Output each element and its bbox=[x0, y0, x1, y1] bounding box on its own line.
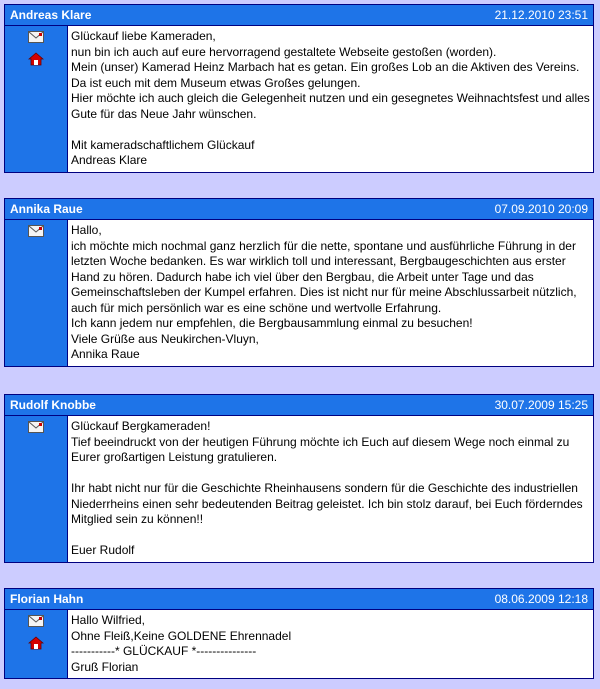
entry-sidebar bbox=[5, 220, 68, 366]
author-name: Rudolf Knobbe bbox=[10, 398, 96, 412]
entry-message: Hallo, ich möchte mich nochmal ganz herzlich für die nette, spontane und ausführliche Führung in der letzten Woche bedanken. Es war wirklich toll und interessant, Bergbaugeschichten aus erster Hand zu hören. Dadurch habe ich viel über den Bergbau, die Arbeit unter Tage und das Gemeinschaftsleben der Kumpel erfahren. Dies ist nicht nur für meine Abschlussarbeit nützlich, auch für mich persönlich war es eine schöne und wertvolle Erfahrung. Ich kann jedem nur empfehlen, die Bergbausammlung einmal zu besuchen! Viele Grüße aus Neukirchen-Vluyn, Annika Raue bbox=[71, 223, 577, 361]
entry-message: Glückauf Bergkameraden! Tief beeindruckt von der heutigen Führung möchte ich Euch auf diesem Wege noch einmal zu Eurer großartigen Leistung gratulieren. Ihr habt nicht nur für die Geschichte Rheinhausens sondern für die Geschichte des industriellen Niederrheins einen sehr bedeutenden Beitrag geleistet. Ich bin stolz darauf, bei Euch förderndes Mitglied sein zu können!! Euer Rudolf bbox=[71, 419, 583, 557]
guestbook-entry bbox=[4, 394, 594, 563]
email-icon[interactable] bbox=[28, 31, 44, 46]
entry-sidebar bbox=[5, 26, 68, 172]
author-name: Andreas Klare bbox=[10, 8, 92, 22]
entry-date: 08.06.2009 12:18 bbox=[494, 592, 588, 606]
entry-sidebar bbox=[5, 610, 68, 678]
entry-date: 21.12.2010 23:51 bbox=[494, 8, 588, 22]
email-icon[interactable] bbox=[28, 225, 44, 240]
email-icon[interactable] bbox=[28, 615, 44, 630]
entry-date: 30.07.2009 15:25 bbox=[494, 398, 588, 412]
entry-header bbox=[5, 589, 593, 610]
guestbook-entry bbox=[4, 4, 594, 173]
author-name: Annika Raue bbox=[10, 202, 83, 216]
author-name: Florian Hahn bbox=[10, 592, 84, 606]
entry-message: Hallo Wilfried, Ohne Fleiß,Keine GOLDENE Ehrennadel -----------* GLÜCKAUF *--------------- Gruß Florian bbox=[71, 613, 292, 674]
email-icon[interactable] bbox=[28, 421, 44, 436]
home-icon[interactable] bbox=[28, 52, 44, 69]
entry-sidebar bbox=[5, 416, 68, 562]
entry-message: Glückauf liebe Kameraden, nun bin ich auch auf eure hervorragend gestaltete Webseite gestoßen (worden). Mein (unser) Kamerad Heinz Marbach hat es getan. Ein großes Lob an die Aktiven des Vereins. Da ist euch mit dem Museum etwas Großes gelungen. Hier möchte ich auch gleich die Gelegenheit nutzen und ein gesegnetes Weihnachtsfest und alles Gute für das Neue Jahr wünschen. Mit kameradschaftlichem Glückauf Andreas Klare bbox=[71, 29, 590, 167]
entry-date: 07.09.2010 20:09 bbox=[494, 202, 588, 216]
entry-header bbox=[5, 199, 593, 220]
guestbook-entry bbox=[4, 588, 594, 679]
guestbook-entry bbox=[4, 198, 594, 367]
entry-header bbox=[5, 5, 593, 26]
entry-header bbox=[5, 395, 593, 416]
home-icon[interactable] bbox=[28, 636, 44, 653]
